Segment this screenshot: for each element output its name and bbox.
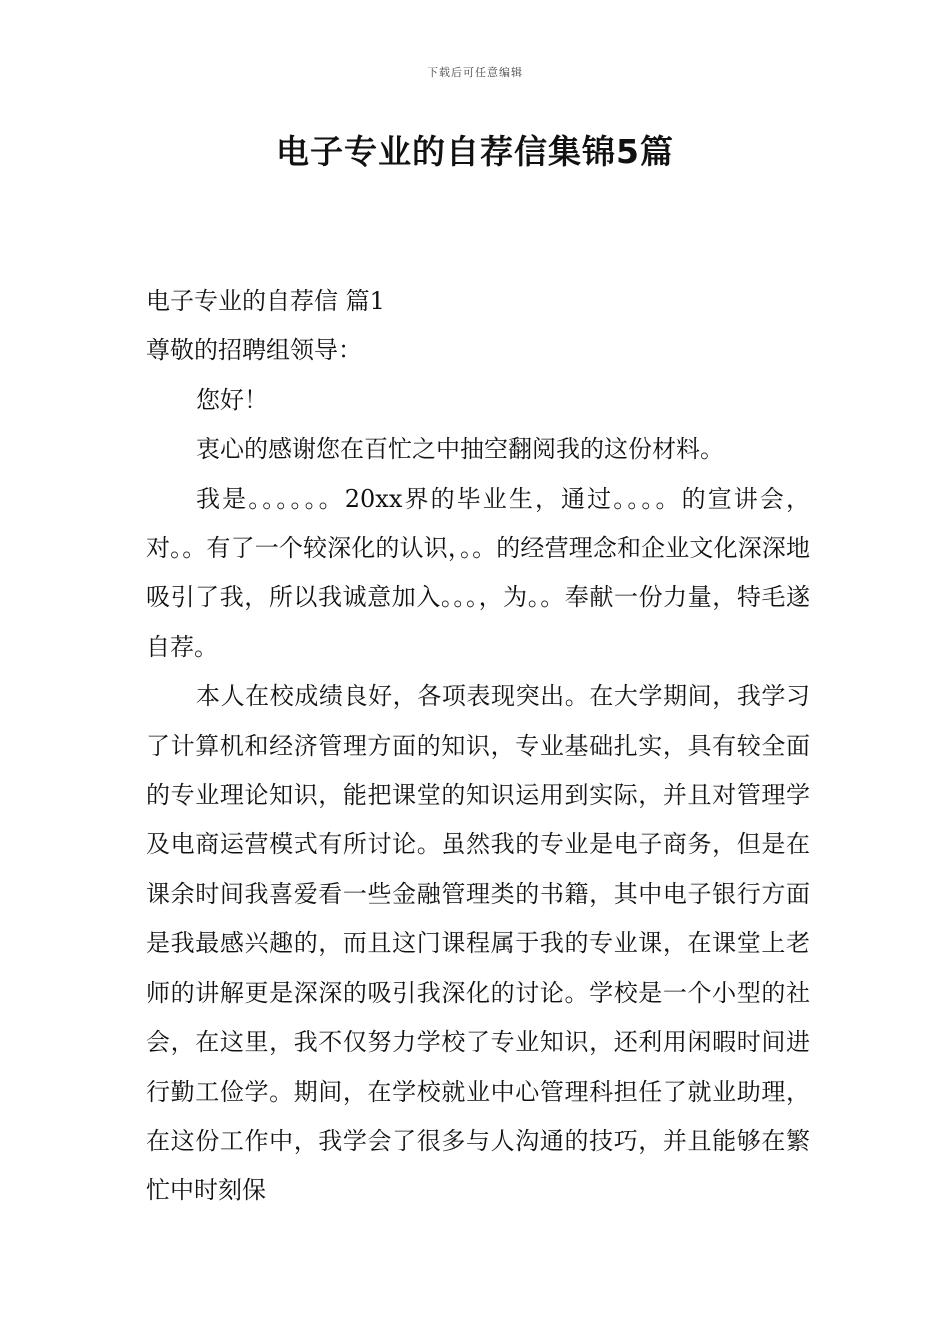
greeting-paragraph: 您好！: [196, 385, 268, 414]
intro-paragraph: 我是。。。。。。20xx界的毕业生，通过。。。。的宣讲会，对。。有了一个较深化的认识，。。的经营理念和企业文化深深地吸引了我，所以我诚意加入。。。，为。。奉献一份力量，特毛遂自荐。: [146, 484, 810, 661]
section-heading: 电子专业的自荐信 篇1: [146, 287, 385, 315]
experience-paragraph: 本人在校成绩良好，各项表现突出。在大学期间，我学习了计算机和经济管理方面的知识，专业基础扎实，具有较全面的专业理论知识，能把课堂的知识运用到实际，并且对管理学及电商运营模式有所讨论。虽然我的专业是电子商务，但是在课余时间我喜爱看一些金融管理类的书籍，其中电子银行方面是我最感兴趣的，而且这门课程属于我的专业课，在课堂上老师的讲解更是深深的吸引我深化的讨论。学校是一个小型的社会，在这里，我不仅努力学校了专业知识，还利用闲暇时间进行勤工俭学。期间，在学校就业中心管理科担任了就业助理，在这份工作中，我学会了很多与人沟通的技巧，并且能够在繁忙中时刻保: [146, 682, 810, 1205]
document-title: 电子专业的自荐信集锦5篇: [276, 132, 674, 171]
thanks-paragraph: 衷心的感谢您在百忙之中抽空翻阅我的这份材料。: [196, 435, 724, 464]
header-note: 下载后可任意编辑: [427, 66, 523, 79]
document-body: [146, 277, 810, 1216]
salutation: 尊敬的招聘组领导：: [146, 336, 362, 365]
